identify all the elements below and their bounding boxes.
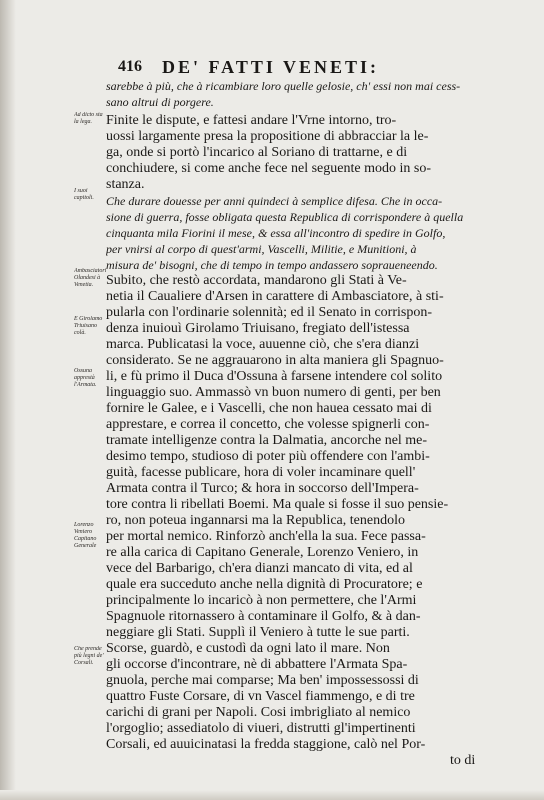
text-line: l'orgoglio; assediatolo di viueri, distrutti gl'impertinenti [106,721,416,736]
text-line: pularla con l'ordinarie solennità; ed il Senato in corrispon- [106,305,432,320]
text-line: denza inuiouì Girolamo Triuisano, fregiato dell'istessa [106,321,410,336]
text-line: considerato. Se ne aggrauarono in alta maniera gli Spagnuo- [106,353,444,368]
text-line: Finite le dispute, e fattesi andare l'Vrne intorno, tro- [106,113,397,128]
text-line: ga, onde si portò l'incarico al Soriano di trattarne, e di [106,145,408,160]
text-line: stanza. [106,177,145,192]
binding-shadow [0,0,16,800]
text-line: guità, facesse publicare, hora di voler incaminare quell' [106,465,416,480]
text-line: Corsali, ed auuicinatasi la fredda staggione, calò nel Por- [106,737,426,752]
page-number: 416 [118,58,142,75]
text-line: to di [450,753,476,768]
text-line: sarebbe à più, che à ricambiare loro quelle gelosie, ch' essi non mai cess- [106,79,461,93]
margin-note: I suoi capitoli. [74,188,94,201]
text-line: apprestare, e correa il concetto, che volesse spignerli con- [106,417,430,432]
page-header [118,58,448,78]
text-line: vece del Barbarigo, ch'era dianzi mancato di vita, ed al [106,561,413,576]
margin-note: Ad dicto sta la lega. [74,112,103,125]
text-line: neggiare gli Stati. Supplì il Veniero à tutte le sue parti. [106,625,410,640]
margin-note: Che prende più legni de' Corsali. [74,646,104,666]
text-line: fornire le Galee, e i Vascelli, che non hauea cessato mai di [106,401,432,416]
text-line: sano altrui di porgere. [106,95,214,109]
text-line: marca. Publicatasi la voce, auuenne ciò, che s'era dianzi [106,337,420,352]
margin-note: Ambasciatori Olandesi à Venetia. [74,268,106,288]
text-line: per mortal nemico. Rinforzò anch'ella la sua. Fece passa- [106,529,426,544]
margin-note: Lorenzo Veniero Capitano Generale [74,522,97,549]
text-line: quattro Fuste Corsare, di vn Vascel fiammengo, e di tre [106,689,415,704]
text-line: principalmente lo incaricò à non permettere, che l'Armi [106,593,417,608]
text-line: Spagnuole ritornassero à contaminare il Golfo, & à dan- [106,609,421,624]
text-line: linguaggio suo. Ammassò vn buon numero di genti, per ben [106,385,441,400]
text-line: conchiudere, si come anche fece nel seguente modo in so- [106,161,431,176]
text-line: re alla carica di Capitano Generale, Lorenzo Veniero, in [106,545,419,560]
margin-note: E Girolamo Triuisano colà. [74,316,103,336]
page-edge-shadow [0,790,544,800]
text-line: uossi largamente presa la propositione di abbracciar la le- [106,129,429,144]
text-line: netia il Caualiere d'Arsen in carattere di Ambasciatore, à sti- [106,289,444,304]
text-line: gnuola, perche mai comparse; Ma ben' impossessossi di [106,673,419,688]
text-line: Subito, che restò accordata, mandarono gli Stati à Ve- [106,273,407,288]
text-line: gli occorse d'incontrare, nè di abbattere l'Armata Spa- [106,657,408,672]
text-line: sione di guerra, fosse obligata questa Republica di corrispondere à quella [106,210,464,224]
text-line: cinquanta mila Fiorini il mese, & essa all'incontro di spedire in Golfo, [106,226,446,240]
text-line: per vnirsi al corpo di quest'armi, Vascelli, Militie, e Munitioni, à [106,242,417,256]
margin-note: Ossuna apprestà l'Armata. [74,368,97,388]
text-line: desimo tempo, studioso di poter più offendere con l'ambi- [106,449,430,464]
text-line: li, e fù primo il Duca d'Ossuna à farsene intendere col solito [106,369,443,384]
text-line: tore contra li ribellati Boemi. Ma quale si fosse il suo pensie- [106,497,449,512]
running-title: DE' FATTI VENETI: [162,57,380,77]
text-line: Che durare douesse per anni quindeci à semplice difesa. Che in occa- [106,194,443,208]
text-line: quale era succeduto anche nella dignità di Procuratore; e [106,577,423,592]
text-line: tramate intelligenze contra la Dalmatia, ancorche nel me- [106,433,428,448]
text-line: misura de' bisogni, che di tempo in tempo andassero sopraueneendo. [106,258,438,272]
text-line: ro, non poteua ingannarsi ma la Republica, tenendolo [106,513,405,528]
text-line: Scorse, guardò, e custodì da ogni lato il mare. Non [106,641,390,656]
text-line: Armata contra il Turco; & hora in soccorso dell'Impera- [106,481,419,496]
text-line: carichi di grani per Napoli. Cosi imbrigliato al nemico [106,705,411,720]
